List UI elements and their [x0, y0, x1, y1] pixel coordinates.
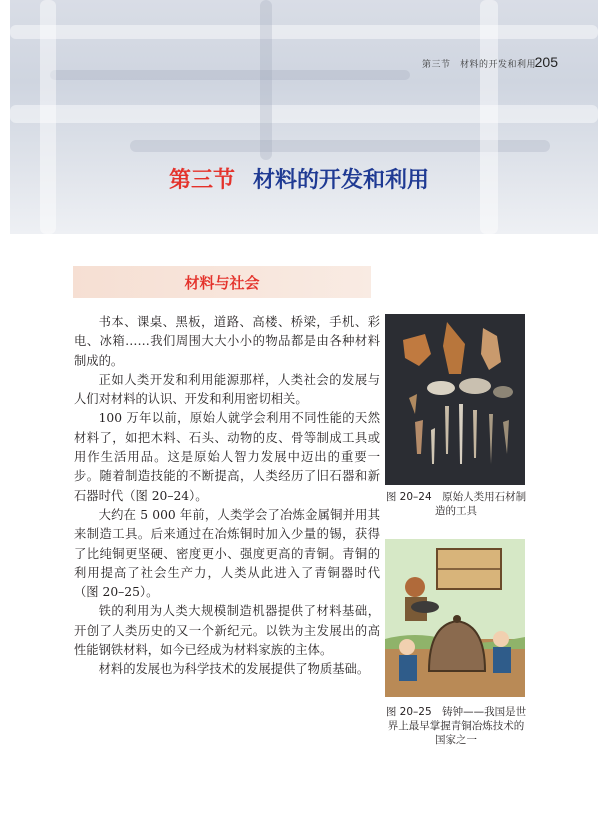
stone-tools-image: [385, 314, 525, 485]
running-head: 第三节 材料的开发和利用: [421, 60, 536, 70]
section-name: 材料的开发和利用: [253, 168, 430, 193]
paragraph: 书本、课桌、黑板，道路、高楼、桥梁，手机、彩电、冰箱……我们周围大大小小的物品都是由各种材料制成的。: [74, 315, 380, 368]
banner-pipe: [480, 0, 498, 234]
paragraph: 100 万年以前，原始人就学会利用不同性能的天然材料了，如把木料、石头、动物的皮、骨等制成工具或用作生活用品。这是原始人智力发展中迈出的重要一步。随着制造技能的不断提高，人类经历了旧石器和新石器时代（图 20–24）。: [74, 411, 380, 503]
stone-tools-illustration: [385, 314, 525, 485]
banner-pipe: [10, 25, 598, 39]
banner-pipe: [10, 105, 598, 123]
figure-caption: 图 20–25 铸钟——我国是世界上最早掌握青铜冶炼技术的国家之一: [385, 706, 527, 746]
bell-casting-image: [385, 539, 525, 697]
body-text: [74, 313, 380, 680]
banner-pipe: [40, 0, 56, 234]
banner-pipe: [260, 0, 272, 160]
section-number: 第三节: [168, 168, 235, 193]
page-number: 205: [534, 54, 558, 70]
section-title: [0, 163, 598, 194]
subheading: 材料与社会: [184, 274, 260, 292]
paragraph: 大约在 5 000 年前，人类学会了冶炼金属铜并用其来制造工具。后来通过在冶炼铜时加入少量的锡，获得了比纯铜更坚硬、密度更小、强度更高的青铜。青铜的利用提高了社会生产力，人类从此进入了青铜器时代（图 20–25）。: [74, 507, 380, 600]
paragraph: 铁的利用为人类大规模制造机器提供了材料基础，开创了人类历史的又一个新纪元。以铁为主发展出的高性能钢铁材料，如今已经成为材料家族的主体。: [74, 604, 380, 658]
figure-caption: 图 20–24 原始人类用石材制造的工具: [385, 491, 527, 517]
header-banner: [10, 0, 598, 234]
paragraph: 正如人类开发和利用能源那样，人类社会的发展与人们对材料的认识、开发和利用密切相关。: [74, 372, 380, 407]
paragraph: 材料的发展也为科学技术的发展提供了物质基础。: [98, 662, 370, 677]
banner-pipe: [50, 70, 410, 80]
bell-casting-illustration: [385, 539, 525, 697]
